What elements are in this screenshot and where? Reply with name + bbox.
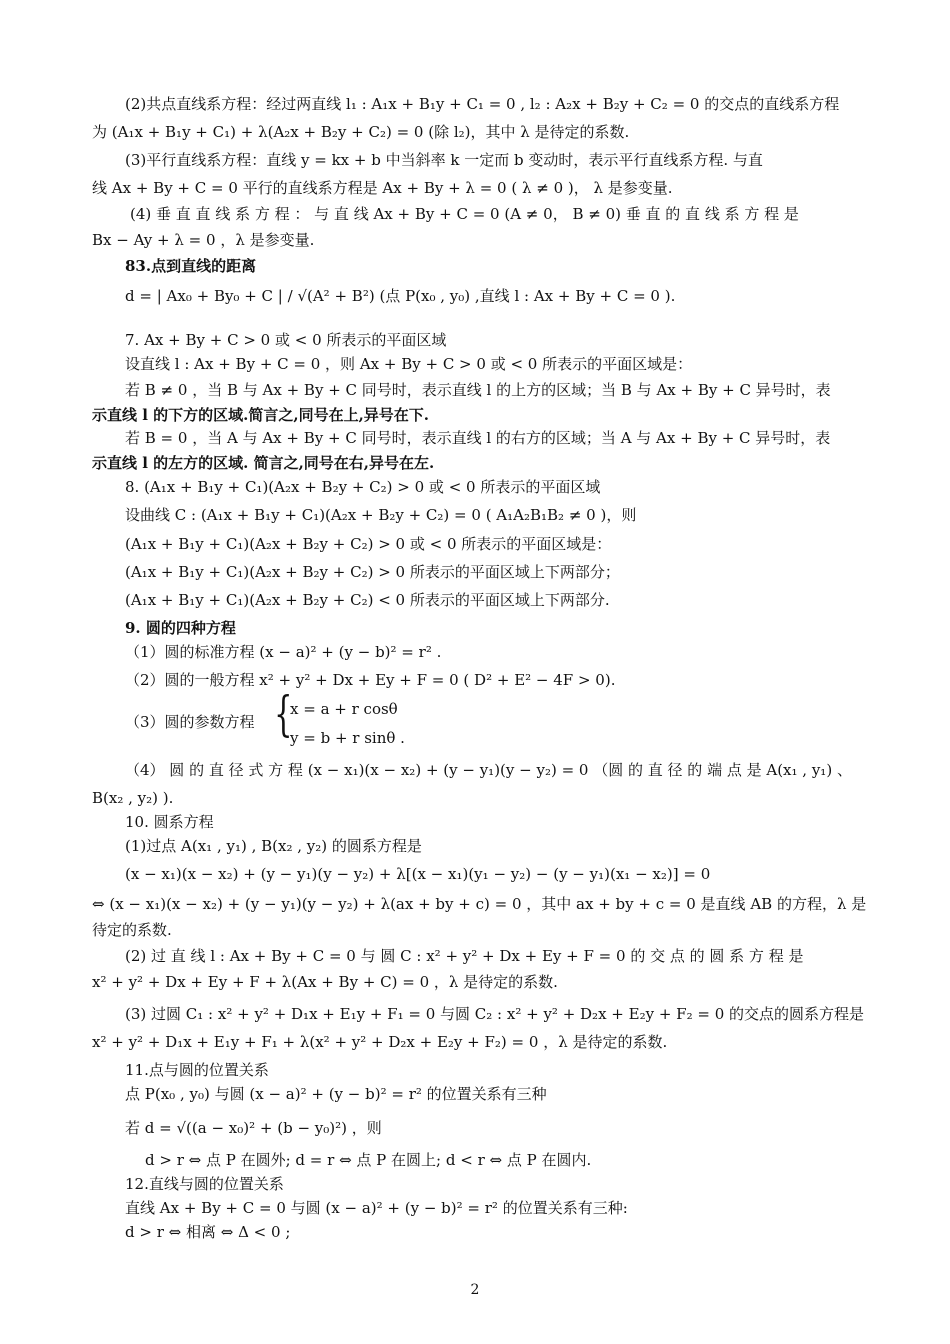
section-heading: 12.直线与圆的位置关系 xyxy=(125,1175,284,1193)
formula-line: (x − x₁)(x − x₂) + (y − y₁)(y − y₂) + λ[(x − x₁)(y₁ − y₂) − (y − y₁)(x₁ − x₂)] = 0 xyxy=(125,865,711,883)
text-line: 示直线 l 的下方的区域.简言之,同号在上,异号在下. xyxy=(92,406,430,424)
section-heading: 7. Ax + By + C > 0 或 < 0 所表示的平面区域 xyxy=(125,331,447,349)
text-line: 为 (A₁x + B₁y + C₁) + λ(A₂x + B₂y + C₂) = 0 (除 l₂)，其中 λ 是待定的系数. xyxy=(92,123,630,141)
text-line: 线 Ax + By + C = 0 平行的直线系方程是 Ax + By + λ = 0 ( λ ≠ 0 )， λ 是参变量. xyxy=(92,179,673,197)
section-heading: 83.点到直线的距离 xyxy=(125,257,257,275)
page-number: 2 xyxy=(470,1282,480,1298)
text-line: （4） 圆 的 直 径 式 方 程 (x − x₁)(x − x₂) + (y − y₁)(y − y₂) = 0 （圆 的 直 径 的 端 点 是 A(x₁ , y₁) 、 xyxy=(125,761,852,779)
text-line: (1)过点 A(x₁ , y₁) , B(x₂ , y₂) 的圆系方程是 xyxy=(125,837,422,855)
text-line: d > r ⇔ 点 P 在圆外; d = r ⇔ 点 P 在圆上; d < r ⇔ 点 P 在圆内. xyxy=(145,1151,592,1169)
text-line: （2）圆的一般方程 x² + y² + Dx + Ey + F = 0 ( D² + E² − 4F > 0). xyxy=(125,671,616,689)
text-line: (A₁x + B₁y + C₁)(A₂x + B₂y + C₂) > 0 或 < 0 所表示的平面区域是： xyxy=(125,535,612,553)
text-line: (2) 过 直 线 l : Ax + By + C = 0 与 圆 C : x² + y² + Dx + Ey + F = 0 的 交 点 的 圆 系 方 程 是 xyxy=(125,947,804,965)
text-line: 示直线 l 的左方的区域. 简言之,同号在右,异号在左. xyxy=(92,454,435,472)
text-line: (4) 垂 直 直 线 系 方 程 ： 与 直 线 Ax + By + C = 0 (A ≠ 0， B ≠ 0) 垂 直 的 直 线 系 方 程 是 xyxy=(130,205,799,223)
text-line: (A₁x + B₁y + C₁)(A₂x + B₂y + C₂) < 0 所表示的平面区域上下两部分. xyxy=(125,591,610,609)
section-heading: 11.点与圆的位置关系 xyxy=(125,1061,269,1079)
text-line: 设曲线 C : (A₁x + B₁y + C₁)(A₂x + B₂y + C₂) = 0 ( A₁A₂B₁B₂ ≠ 0 )，则 xyxy=(125,506,637,524)
text-line: 点 P(x₀ , y₀) 与圆 (x − a)² + (y − b)² = r² 的位置关系有三种 xyxy=(125,1085,547,1103)
text-line: 若 B ≠ 0 ，当 B 与 Ax + By + C 同号时，表示直线 l 的上方的区域；当 B 与 Ax + By + C 异号时，表 xyxy=(125,381,831,399)
text-line: （1）圆的标准方程 (x − a)² + (y − b)² = r² . xyxy=(125,643,442,661)
brace-icon: { xyxy=(274,686,293,742)
text-line: （3）圆的参数方程 xyxy=(125,713,255,731)
text-line: 设直线 l : Ax + By + C = 0 ，则 Ax + By + C > 0 或 < 0 所表示的平面区域是： xyxy=(125,355,693,373)
text-line: Bx − Ay + λ = 0 ，λ 是参变量. xyxy=(92,231,315,249)
formula-line: x = a + r cosθ xyxy=(290,700,398,718)
formula-line: 若 d = √((a − x₀)² + (b − y₀)²) ，则 xyxy=(125,1119,382,1137)
section-heading: 10. 圆系方程 xyxy=(125,813,214,831)
text-line: 若 B = 0 ，当 A 与 Ax + By + C 同号时，表示直线 l 的右方的区域；当 A 与 Ax + By + C 异号时，表 xyxy=(125,429,831,447)
text-line: x² + y² + Dx + Ey + F + λ(Ax + By + C) = 0 ，λ 是待定的系数. xyxy=(92,973,558,991)
text-line: d > r ⇔ 相离 ⇔ Δ < 0 ; xyxy=(125,1223,291,1241)
text-line: (2)共点直线系方程：经过两直线 l₁ : A₁x + B₁y + C₁ = 0 , l₂ : A₂x + B₂y + C₂ = 0 的交点的直线系方程 xyxy=(125,95,840,113)
text-line: (A₁x + B₁y + C₁)(A₂x + B₂y + C₂) > 0 所表示的平面区域上下两部分； xyxy=(125,563,620,581)
formula-line: y = b + r sinθ . xyxy=(290,729,405,747)
formula-line: d = | Ax₀ + By₀ + C | / √(A² + B²) (点 P(x₀ , y₀) ,直线 l : Ax + By + C = 0 ). xyxy=(125,287,676,305)
text-line: 待定的系数. xyxy=(92,921,172,939)
text-line: B(x₂ , y₂) ). xyxy=(92,789,174,807)
text-line: x² + y² + D₁x + E₁y + F₁ + λ(x² + y² + D₂x + E₂y + F₂) = 0 ，λ 是待定的系数. xyxy=(92,1033,668,1051)
text-line: (3)平行直线系方程：直线 y = kx + b 中当斜率 k 一定而 b 变动时，表示平行直线系方程. 与直 xyxy=(125,151,763,169)
formula-line: ⇔ (x − x₁)(x − x₂) + (y − y₁)(y − y₂) + λ(ax + by + c) = 0 ，其中 ax + by + c = 0 是直线 AB 的方程，λ 是 xyxy=(92,895,867,913)
section-heading: 8. (A₁x + B₁y + C₁)(A₂x + B₂y + C₂) > 0 或 < 0 所表示的平面区域 xyxy=(125,478,601,496)
text-line: 直线 Ax + By + C = 0 与圆 (x − a)² + (y − b)² = r² 的位置关系有三种: xyxy=(125,1199,628,1217)
section-heading: 9. 圆的四种方程 xyxy=(125,619,236,637)
text-line: (3) 过圆 C₁ : x² + y² + D₁x + E₁y + F₁ = 0 与圆 C₂ : x² + y² + D₂x + E₂y + F₂ = 0 的交点的圆系方程是 xyxy=(125,1005,865,1023)
